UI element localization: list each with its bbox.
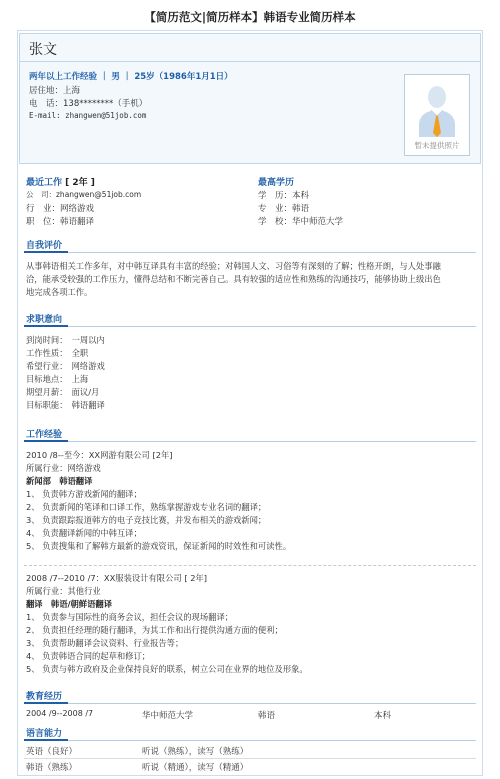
recent-company: 公 司：zhangwen@51job.com xyxy=(26,190,142,199)
job-department: 翻译 韩语/朝鲜语翻译 xyxy=(26,599,112,609)
job-entry xyxy=(26,572,308,676)
top-education-heading: 最高学历 xyxy=(258,178,295,188)
name-divider xyxy=(20,61,480,62)
job-period: 2008 /7--2010 /7：XX服装设计有限公司 [ 2年] xyxy=(26,573,208,583)
job-duty: 4、 负责韩语合同的起草和修订； xyxy=(26,651,151,661)
recent-job-heading: 最近工作 [ 2年 ] xyxy=(26,178,95,188)
photo-placeholder xyxy=(404,74,470,156)
job-duty: 3、 负责跟踪报道韩方的电子竞技比赛，并发布相关的游戏新闻； xyxy=(26,515,267,525)
job-duty: 3、 负责帮助翻译会议资料、行业报告等； xyxy=(26,638,184,648)
language-rule xyxy=(24,740,476,741)
education-degree: 本科 xyxy=(374,711,392,721)
top-major: 专 业：韩语 xyxy=(258,204,310,214)
job-duty: 5、 负责与韩方政府及企业保持良好的联系，树立公司在业界的地位及形象。 xyxy=(26,664,308,674)
language-name: 英语（良好） xyxy=(26,747,78,757)
job-industry: 所属行业：其他行业 xyxy=(26,586,101,596)
job-duty: 2、 负责担任经理的随行翻译，为其工作和出行提供沟通方面的便利； xyxy=(26,625,283,635)
self-eval-text: 从事韩语相关工作多年，对中韩互译具有丰富的经验；对韩国人文、习俗等有深刻的了解；性格开朗，与人处事融 洽，能承受较强的工作压力，懂得总结和不断完善自己。具有较强的适应性和熟练的沟通技巧，能够协助上级出色 地完成各项工作。 xyxy=(26,261,441,297)
work-rule xyxy=(24,441,476,442)
job-duty: 5、 负责搜集和了解韩方最新的游戏资讯，保证新闻的时效性和可读性。 xyxy=(26,541,292,551)
education-period: 2004 /9--2008 /7 xyxy=(26,709,94,718)
language-heading: 语言能力 xyxy=(26,729,63,739)
job-duty: 4、 负责翻译新闻的中韩互译； xyxy=(26,528,142,538)
job-intent-list xyxy=(26,334,105,412)
language-skill: 听说（精通），读写（精通） xyxy=(142,763,249,773)
work-heading: 工作经验 xyxy=(26,430,63,440)
job-industry: 所属行业：网络游戏 xyxy=(26,463,101,473)
intent-row: 目标职能： 韩语翻译 xyxy=(26,400,105,410)
person-silhouette-icon xyxy=(417,83,457,137)
intent-row: 到岗时间： 一周以内 xyxy=(26,335,105,345)
profile-summary: 两年以上工作经验 ｜ 男 ｜ 25岁（1986年1月1日） xyxy=(29,72,233,82)
recent-position: 职 位：韩语翻译 xyxy=(26,217,95,227)
job-duty: 2、 负责新闻的笔译和口译工作，熟练掌握游戏专业名词的翻译； xyxy=(26,502,267,512)
candidate-name: 张文 xyxy=(29,42,57,58)
recent-industry: 行 业：网络游戏 xyxy=(26,204,95,214)
email: E-mail: zhangwen@51job.com xyxy=(29,111,147,120)
language-skill: 听说（熟练），读写（熟练） xyxy=(142,747,249,757)
language-name: 韩语（熟练） xyxy=(26,763,78,773)
self-eval-rule xyxy=(24,252,476,253)
job-entry xyxy=(26,449,291,553)
job-separator xyxy=(24,565,476,566)
job-department: 新闻部 韩语翻译 xyxy=(26,476,93,486)
education-rule xyxy=(24,703,476,704)
document-title: 【简历范文|简历样本】韩语专业简历样本 xyxy=(144,10,356,24)
self-eval-heading: 自我评价 xyxy=(26,241,63,251)
residence: 居住地：上海 xyxy=(29,86,81,96)
intent-row: 工作性质： 全职 xyxy=(26,348,89,358)
education-heading: 教育经历 xyxy=(26,692,63,702)
job-duty: 1、 负责韩方游戏新闻的翻译； xyxy=(26,489,142,499)
job-intent-heading: 求职意向 xyxy=(26,315,63,325)
job-intent-rule xyxy=(24,326,476,327)
intent-row: 目标地点： 上海 xyxy=(26,374,89,384)
photo-caption: 暂未提供照片 xyxy=(414,141,460,150)
phone: 电 话：138********（手机） xyxy=(29,99,148,109)
job-period: 2010 /8--至今：XX网游有限公司 [2年] xyxy=(26,450,173,460)
education-major: 韩语 xyxy=(258,711,276,721)
intent-row: 希望行业： 网络游戏 xyxy=(26,361,105,371)
profile-header xyxy=(19,33,481,164)
top-school: 学 校：华中师范大学 xyxy=(258,217,344,227)
language-row-divider xyxy=(24,758,476,759)
education-school: 华中师范大学 xyxy=(142,711,194,721)
intent-row: 期望月薪： 面议/月 xyxy=(26,387,100,397)
top-degree: 学 历：本科 xyxy=(258,191,310,201)
job-duty: 1、 负责参与国际性的商务会议，担任会议的现场翻译； xyxy=(26,612,234,622)
